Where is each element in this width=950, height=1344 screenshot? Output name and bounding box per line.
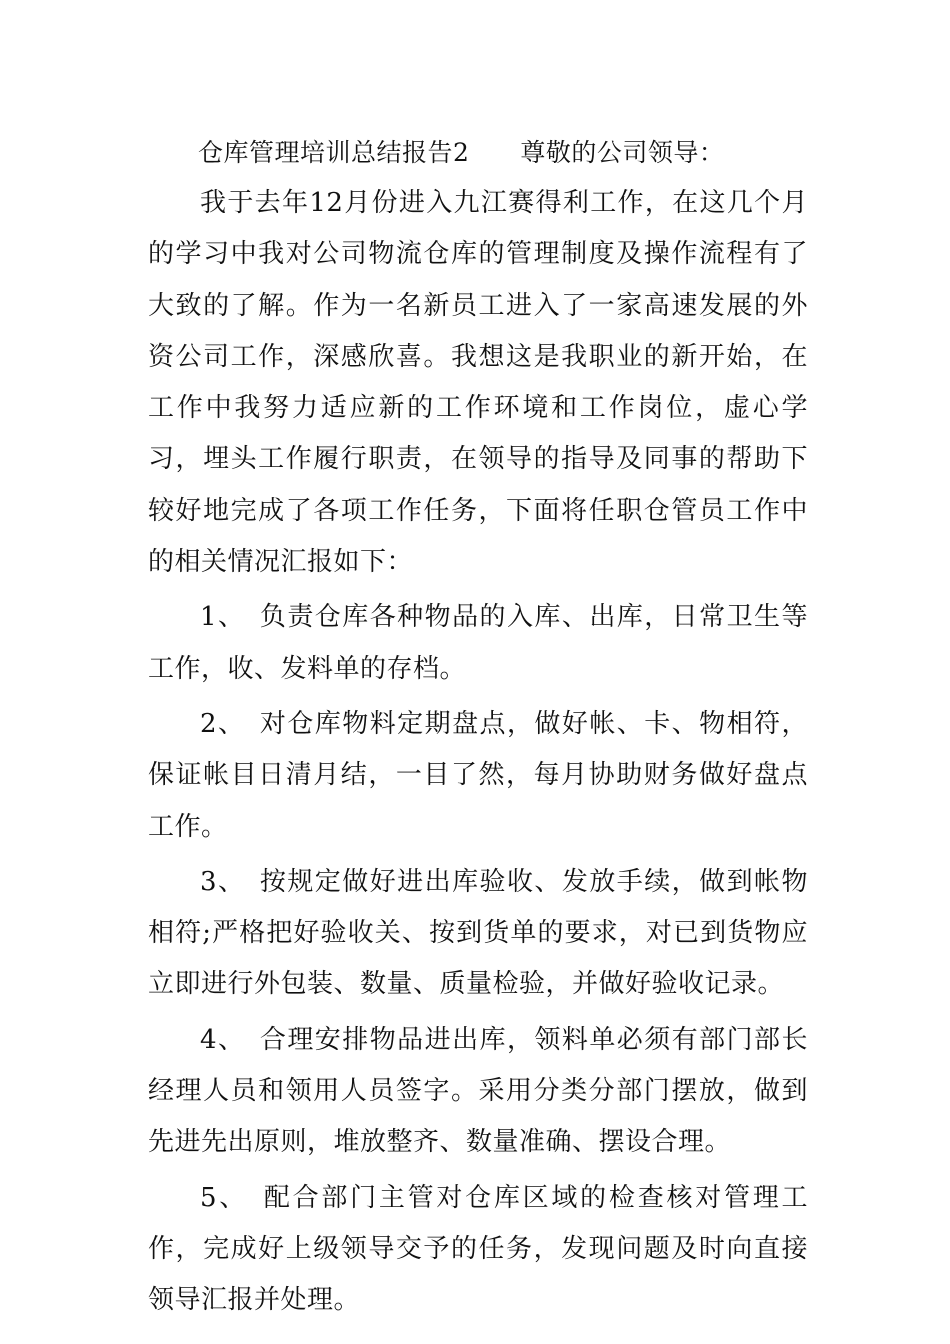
paragraph-intro: 我于去年12月份进入九江赛得利工作，在这几个月的学习中我对公司物流仓库的管理制度及操作流程有了大致的了解。作为一名新员工进入了一家高速发展的外资公司工作，深感欣喜。我想这是我职业的新开始，在工作中我努力适应新的工作环境和工作岗位，虚心学习，埋头工作履行职责，在领导的指导及同事的帮助下较好地完成了各项工作任务，下面将任职仓管员工作中的相关情况汇报如下： xyxy=(148,188,808,578)
paragraph-item-5: 5、 配合部门主管对仓库区域的检查核对管理工作，完成好上级领导交予的任务，发现问题及时向直接领导汇报并处理。 xyxy=(148,1182,808,1316)
document-heading: 仓库管理培训总结报告2 尊敬的公司领导： xyxy=(198,138,725,167)
paragraph-item-2: 2、 对仓库物料定期盘点，做好帐、卡、物相符，保证帐目日清月结，一目了然，每月协助财务做好盘点工作。 xyxy=(148,708,808,842)
document-body xyxy=(148,178,808,1331)
paragraph-item-4: 4、 合理安排物品进出库，领料单必须有部门部长经理人员和领用人员签字。采用分类分部门摆放，做到先进先出原则，堆放整齐、数量准确、摆设合理。 xyxy=(148,1024,808,1158)
paragraph-item-1: 1、 负责仓库各种物品的入库、出库，日常卫生等工作，收、发料单的存档。 xyxy=(148,602,808,684)
paragraph-item-3: 3、 按规定做好进出库验收、发放手续，做到帐物相符;严格把好验收关、按到货单的要求，对已到货物应立即进行外包装、数量、质量检验，并做好验收记录。 xyxy=(148,866,808,1000)
